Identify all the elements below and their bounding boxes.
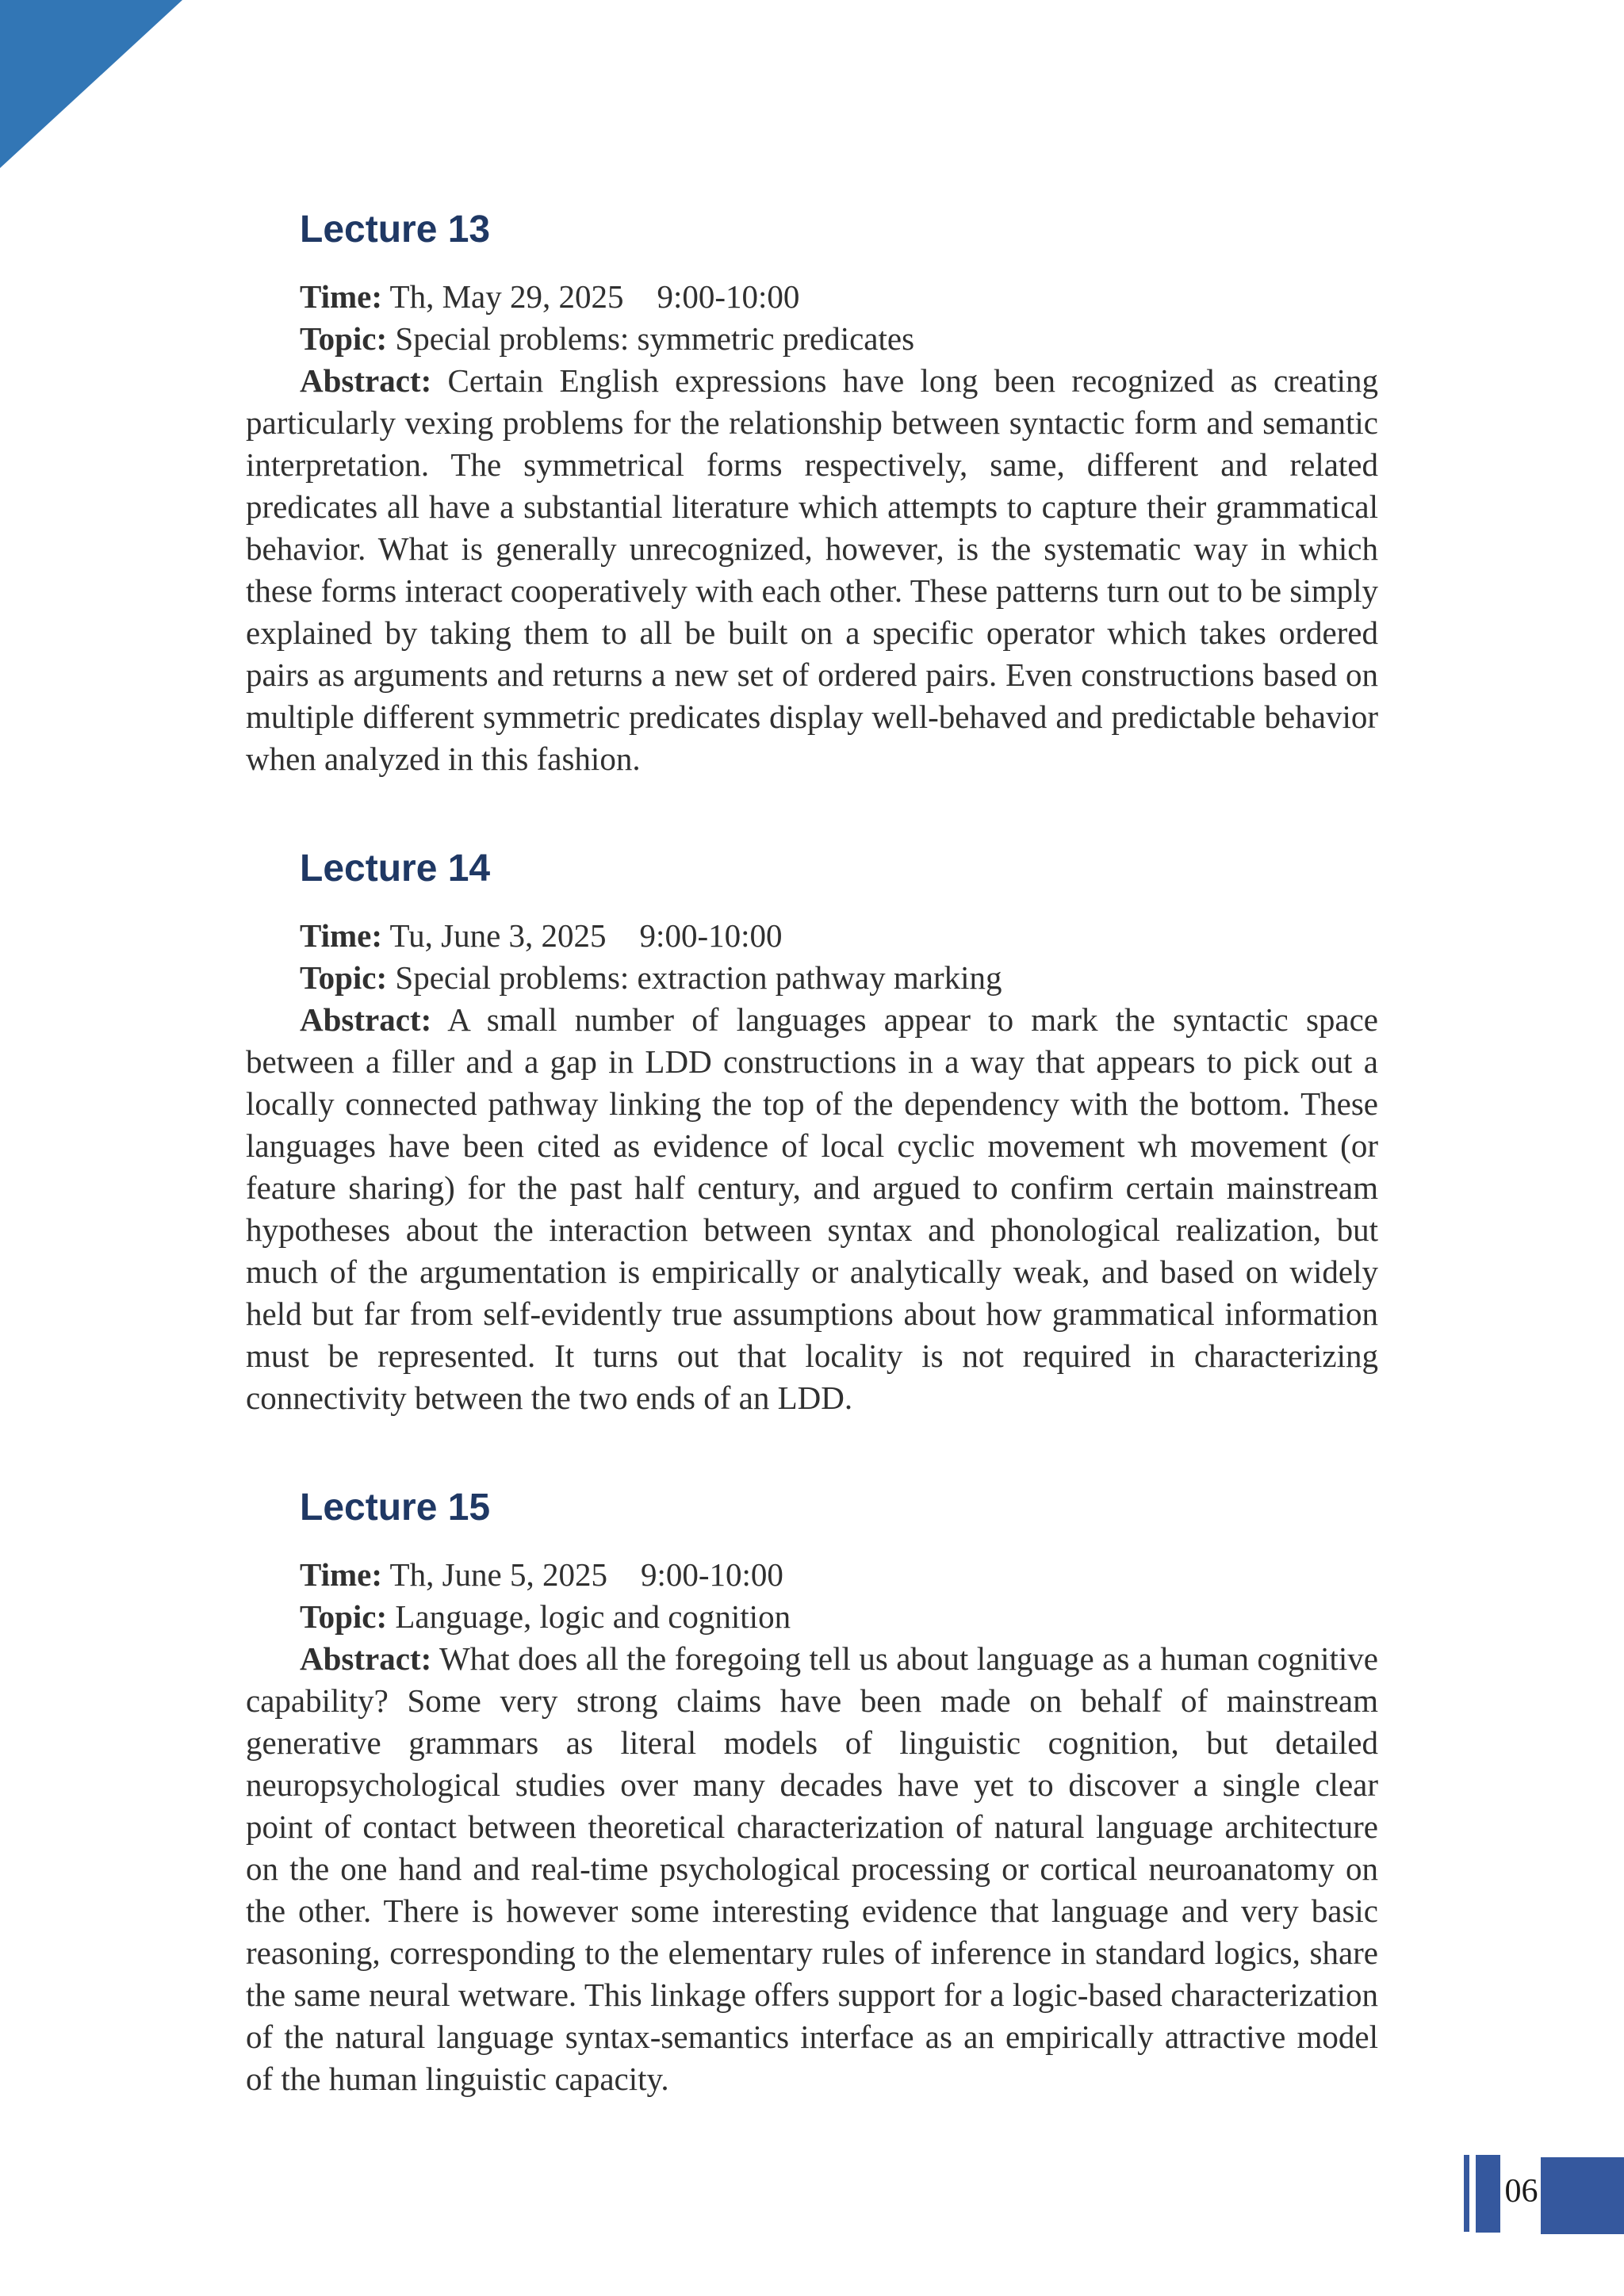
abstract-label: Abstract: xyxy=(300,362,432,399)
time-range: 9:00-10:00 xyxy=(639,917,783,954)
lecture-section-13 xyxy=(246,210,1378,780)
topic-label: Topic: xyxy=(300,1598,388,1635)
topic-value: Language, logic and cognition xyxy=(395,1598,791,1635)
footer-thin-accent-bar xyxy=(1464,2155,1469,2232)
abstract-text: A small number of languages appear to mark the syntactic space between a filler and a gap in LDD constructions in a way that appears to pick out a locally connected pathway linking the top of the dependency with the bottom. These languages have been cited as evidence of local cyclic movement wh movement (or feature sharing) for the past half century, and argued to confirm certain mainstream hypotheses about the interaction between syntax and phonological realization, but much of the argumentation is empirically or analytically weak, and based on widely held but far from self-evidently true assumptions about how grammatical information must be represented. It turns out that locality is not required in characterizing connectivity between the two ends of an LDD. xyxy=(246,1001,1378,1416)
lecture-15-abstract xyxy=(246,1638,1378,2100)
abstract-text: What does all the foregoing tell us about language as a human cognitive capability? Some very strong claims have been made on behalf of mainstream generative grammars as literal models of linguistic cognition, but detailed neuropsychological studies over many decades have yet to discover a single clear point of contact between theoretical characterization of natural language architecture on the one hand and real-time psychological processing or cortical neuroanatomy on the other. There is however some interesting evidence that language and very basic reasoning, corresponding to the elementary rules of inference in standard logics, share the same neural wetware. This linkage offers support for a logic-based characterization of the natural language syntax-semantics interface as an empirically attractive model of the human linguistic capacity. xyxy=(246,1640,1378,2097)
lecture-13-abstract xyxy=(246,360,1378,780)
abstract-label: Abstract: xyxy=(300,1001,432,1038)
time-range: 9:00-10:00 xyxy=(640,1556,783,1593)
time-range: 9:00-10:00 xyxy=(657,278,800,315)
lecture-section-15 xyxy=(246,1488,1378,2100)
lecture-14-time-line xyxy=(246,915,1378,957)
lecture-list xyxy=(246,210,1378,2100)
lecture-13-title: Lecture 13 xyxy=(300,209,491,251)
lecture-13-topic-line xyxy=(246,318,1378,360)
lecture-section-14 xyxy=(246,849,1378,1419)
lecture-15-title: Lecture 15 xyxy=(300,1487,491,1529)
topic-value: Special problems: symmetric predicates xyxy=(395,320,915,357)
lecture-13-time-line xyxy=(246,276,1378,318)
lecture-15-time-line xyxy=(246,1554,1378,1596)
abstract-label: Abstract: xyxy=(300,1640,432,1677)
lecture-14-topic-line xyxy=(246,957,1378,999)
abstract-text: Certain English expressions have long been recognized as creating particularly vexing problems for the relationship between syntactic form and semantic interpretation. The symmetrical forms respectively, same, different and related predicates all have a substantial literature which attempts to capture their grammatical behavior. What is generally unrecognized, however, is the systematic way in which these forms interact cooperatively with each other. These patterns turn out to be simply explained by taking them to all be built on a specific operator which takes ordered pairs as arguments and returns a new set of ordered pairs. Even constructions based on multiple different symmetric predicates display well-behaved and predictable behavior when analyzed in this fashion. xyxy=(246,362,1378,777)
time-label: Time: xyxy=(300,1556,383,1593)
lecture-15-topic-line xyxy=(246,1596,1378,1638)
lecture-14-title: Lecture 14 xyxy=(300,848,491,890)
footer-accent-block xyxy=(1541,2157,1624,2234)
page-number: 06 xyxy=(1504,2173,1538,2210)
topic-value: Special problems: extraction pathway marking xyxy=(395,959,1002,996)
topic-label: Topic: xyxy=(300,959,388,996)
time-date: Tu, June 3, 2025 xyxy=(389,917,607,954)
time-date: Th, May 29, 2025 xyxy=(389,278,624,315)
topic-label: Topic: xyxy=(300,320,388,357)
time-label: Time: xyxy=(300,278,383,315)
time-label: Time: xyxy=(300,917,383,954)
corner-triangle-decoration xyxy=(0,0,182,168)
time-date: Th, June 5, 2025 xyxy=(389,1556,607,1593)
lecture-14-abstract xyxy=(246,999,1378,1419)
footer-thick-accent-bar xyxy=(1476,2155,1500,2233)
